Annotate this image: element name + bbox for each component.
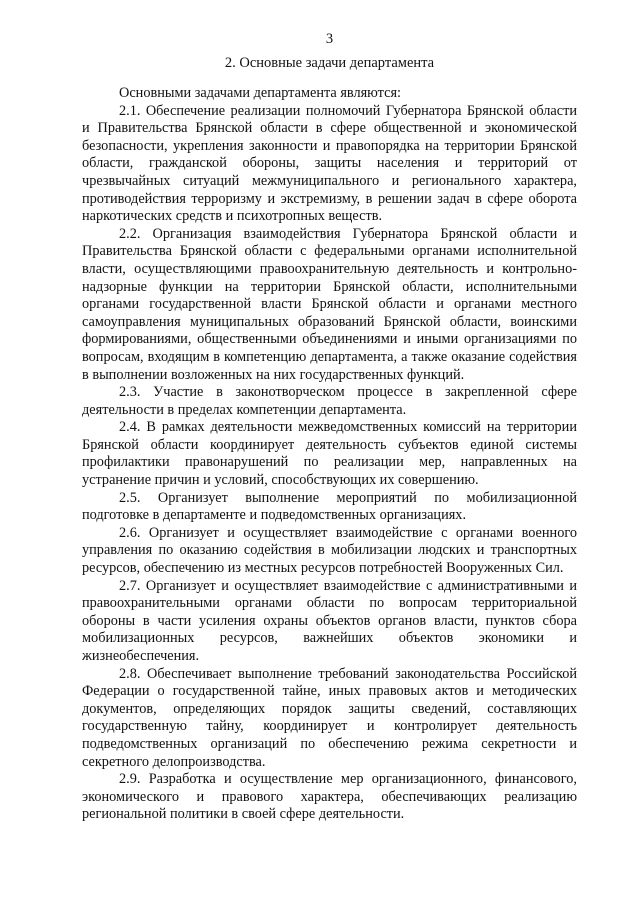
item-paragraph-2-3: 2.3. Участие в законотворческом процессе в закрепленной сфере деятельности в пределах компетенции департамента. bbox=[82, 384, 577, 418]
item-paragraph-2-7: 2.7. Организует и осуществляет взаимодействие с административными и правоохранительными органами области по вопросам территориальной обороны в части усиления охраны объектов органов власти, пунктов сбора мобилизационных ресурсов, важнейших объектов экономики и жизнеобеспечения. bbox=[82, 577, 577, 664]
section-body bbox=[82, 85, 577, 824]
intro-paragraph: Основными задачами департамента являются: bbox=[119, 85, 401, 101]
item-paragraph-2-5: 2.5. Организует выполнение мероприятий по мобилизационной подготовке в департаменте и подведомственных организациях. bbox=[82, 489, 577, 524]
item-paragraph-2-6: 2.6. Организует и осуществляет взаимодействие с органами военного управления по оказанию содействия в мобилизации людских и транспортных ресурсов, обеспечению из местных ресурсов потребностей Вооруженных Сил. bbox=[82, 524, 577, 577]
item-paragraph-2-1: 2.1. Обеспечение реализации полномочий Губернатора Брянской области и Правительства Брянской области в сфере общественной и экономической безопасности, укрепления законности и правопорядка на территории Брянской области, гражданской обороны, защиты населения и территорий от чрезвычайных ситуаций межмуниципального и регионального характера, противодействия терроризму и экстремизму, в решении задач в сфере оборота наркотических средств и психотропных веществ. bbox=[82, 102, 577, 225]
page-number: 3 bbox=[325, 31, 334, 47]
document-page bbox=[82, 0, 577, 905]
item-paragraph-2-8: 2.8. Обеспечивает выполнение требований законодательства Российской Федерации о государственной тайне, иных правовых актов и методических документов, определяющих порядок защиты сведений, составляющих государственную тайну, координирует и контролирует деятельность подведомственных организаций по обеспечению режима секретности и секретного делопроизводства. bbox=[82, 665, 577, 770]
item-paragraph-2-2: 2.2. Организация взаимодействия Губернатора Брянской области и Правительства Брянской области с федеральными органами исполнительной власти, осуществляющими правоохранительную деятельность и контрольно-надзорные функции на территории Брянской области, исполнительными органами государственной власти Брянской области и органами местного самоуправления муниципальных образований Брянской области, воинскими формированиями, общественными объединениями и иными организациями по вопросам, входящим в компетенцию департамента, а также оказание содействия в выполнении возложенных на них государственных функций. bbox=[82, 225, 577, 383]
item-paragraph-2-9: 2.9. Разработка и осуществление мер организационного, финансового, экономического и правового характера, обеспечивающих реализацию региональной политики в своей сфере деятельности. bbox=[82, 771, 577, 823]
item-paragraph-2-4: 2.4. В рамках деятельности межведомственных комиссий на территории Брянской области координирует деятельность субъектов единой системы профилактики правонарушений по реализации мер, направленных на устранение причин и условий, способствующих их совершению. bbox=[82, 419, 577, 489]
section-title: 2. Основные задачи департамента bbox=[224, 55, 435, 71]
